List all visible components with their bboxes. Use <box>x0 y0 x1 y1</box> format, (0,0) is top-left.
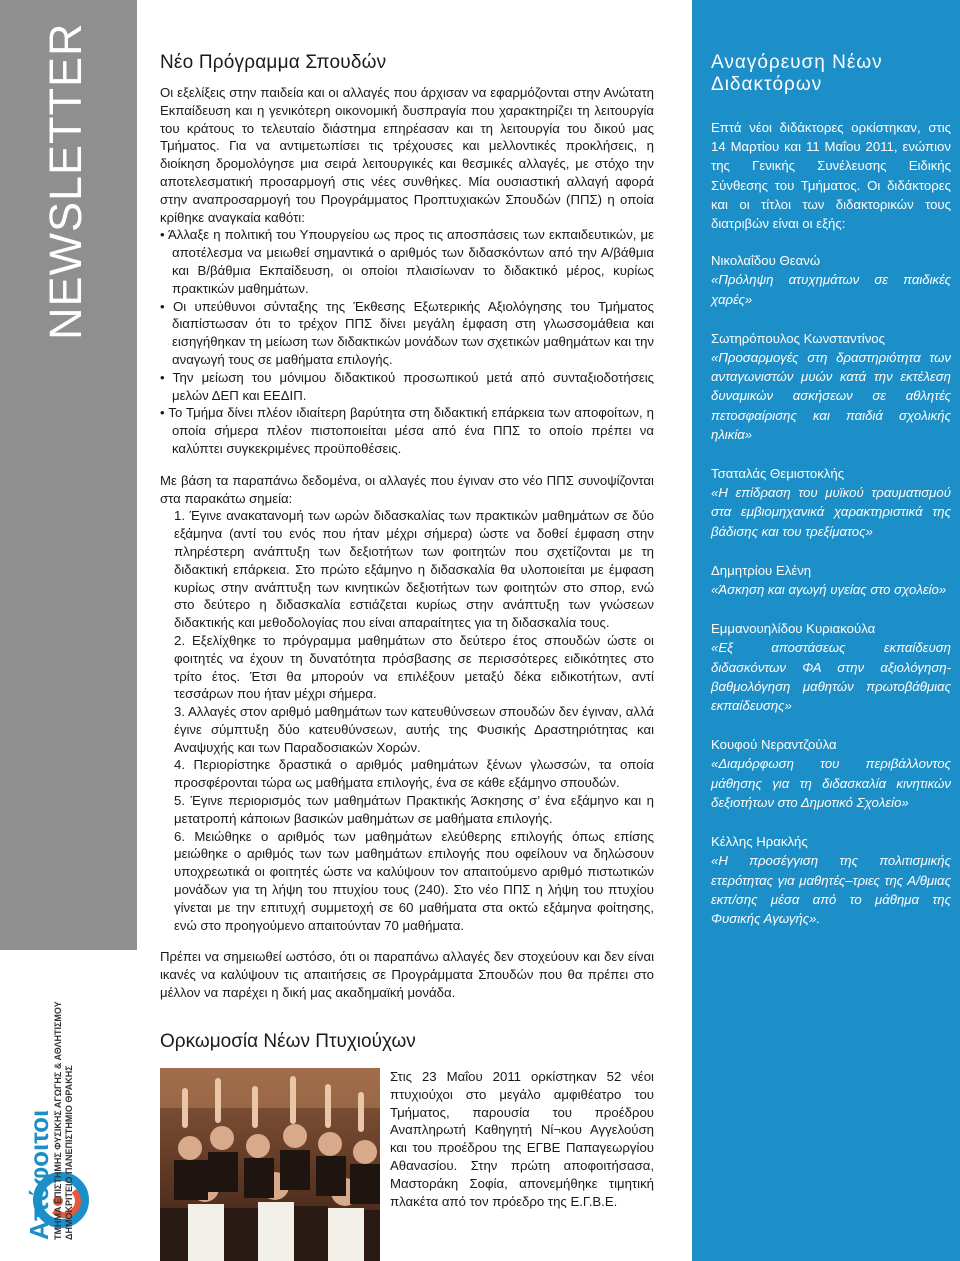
doctorates-sidebar <box>692 0 960 1261</box>
sidebar-content <box>711 52 951 948</box>
ceremony-photo-illustration <box>160 1068 380 1261</box>
logo <box>25 1001 75 1240</box>
bullet-item: • Οι υπεύθυνοι σύνταξης της Έκθεσης Εξωτερικής Αξιολόγησης του Τμήματος διαπίστωσαν ότι το τρέχον ΠΠΣ δίνει μεγάλη έμφαση στη γλωσσομάθεια και εισηγήθηκαν τη μείωση των διδακτικών μονάδων των σχετικών μαθημάτων και την αναγωγή τους σε μαθήματα επιλογής. <box>160 298 654 367</box>
change-item: 1. Έγινε ανακατανομή των ωρών διδασκαλίας των πρακτικών μαθημάτων σε δύο εξάμηνα (αντί του ενός που ήταν μέχρι σήμερα) ώστε να δοθεί έμφαση στην πληρέστερη ανάπτυξη των δεξιοτήτων των φοιτητών που σχετίζονται με τη διδακτική επάρκεια. Στο πρώτο εξάμηνο η διδασκαλία θα υλοποιείται με έμφαση κυρίως στην ανάπτυξη των κινητικών δεξιοτήτων των φοιτητών στο σπορ, ενώ στο δεύτερο η διδασκαλία εστιάζεται κυρίως στην ανάπτυξη των γνώσεων διδακτικής και μεθοδολογίας που είναι απαραίτητες για τη διδασκαλία τους. <box>174 508 654 631</box>
graduate-name: Κουφού Νεραντζούλα <box>711 737 837 753</box>
graduate-name: Τσαταλάς Θεμιστοκλής <box>711 466 845 482</box>
ceremony-text: Στις 23 Μαΐου 2011 ορκίστηκαν 52 νέοι πτυχιούχοι στο μεγάλο αμφιθέατρο του Τμήματος, παρουσία του προέδρου Αναπληρωτή Καθηγητή Νί¬κου Αγγελούση και του προέδρου της ΕΓΒΕ Παπαγεωργίου Αθανασίου. Στην πρώτη αποφοιτήσασα, Μαστοράκη Σοφία, απονεμήθηκε τιμητική πλακέτα από τον πρόεδρο της Ε.Γ.Β.Ε. <box>390 1069 654 1209</box>
graduate-thesis: «Η επίδραση του μυϊκού τραυματισμού στα εμβιομηχανικά χαρακτηριστικά της βάδισης και του τρεξίματος» <box>711 485 951 539</box>
graduate-thesis: «Διαμόρφωση του περιβάλλοντος μάθησης για τη διδασκαλία κινητικών δεξιοτήτων στο Δημοτικό Σχολείο» <box>711 756 951 810</box>
ceremony-title: Ορκωμοσία Νέων Πτυχιούχων <box>160 1031 416 1052</box>
graduate-thesis: «Εξ αποστάσεως εκπαίδευση διδασκόντων ΦΑ στην αξιολόγηση-βαθμολόγηση μαθητών πρωτοβάθμιας εκπαίδευσης» <box>711 640 951 714</box>
newsletter-label: NEWSLETTER <box>40 22 91 340</box>
bullet-item: • Άλλαξε η πολιτική του Υπουργείου ως προς τις αποσπάσεις των εκπαιδευτικών, με αποτέλεσμα να μειωθεί σημαντικά ο αριθμός των διδασκόντων από την Α/βάθμια και Β/βάθμια Εκπαίδευση, οι οποίοι πλαισίωναν το διδακτικό μέρος, κυρίως πρακτικών μαθημάτων. <box>160 227 654 296</box>
graduate-thesis: «Η προσέγγιση της πολιτισμικής ετερότητας για μαθητές–τριες της Α/θμιας εκπ/σης μέσα από το μάθημα της Φυσικής Αγωγής». <box>711 853 951 926</box>
ceremony-photo <box>160 1068 380 1261</box>
logo-department: ΤΜΗΜΑ ΕΠΙΣΤΗΜΗΣ ΦΥΣΙΚΗΣ ΑΓΩΓΗΣ & ΑΘΛΗΤΙΣΜΟΥ <box>53 1001 63 1240</box>
article-title: Νέο Πρόγραμμα Σπουδών <box>160 52 387 73</box>
change-item: 6. Μειώθηκε ο αριθμός των μαθημάτων ελεύθερης επιλογής όπως επίσης μειώθηκε ο αριθμός των των μαθημάτων επιλογής που οφείλουν να δηλώσουν υποχρεωτικά οι φοιτητές ώστε να καλύψουν τον απαιτούμενο αριθμό πιστωτικών μονάδων για τη λήψη του πτυχίου τους (240). Στο νέο ΠΠΣ η λήψη του πτυχίου γίνεται με την επιτυχή συμμετοχή σε 60 μαθήματα στα οκτώ εξάμηνα φοίτησης, ενώ στο προηγούμενο απαιτούνταν 70 μαθήματα. <box>174 828 654 933</box>
graduate-name: Εμμανουηλίδου Κυριακούλα <box>711 621 876 637</box>
change-item: 3. Αλλαγές στον αριθμό μαθημάτων των κατευθύνσεων σπουδών δεν έγιναν, αλλά έγινε σύμπτυξη δύο κατευθύνσεων, αυτής της Φυσικής Δραστηριότητας και Αναψυχής και των Παραδοσιακών Χορών. <box>174 704 654 755</box>
logo-title: Απόφοιτοι <box>24 1109 54 1240</box>
graduate-name: Νικολαΐδου Θεανώ <box>711 253 821 269</box>
article-intro: Οι εξελίξεις στην παιδεία και οι αλλαγές που άρχισαν να εφαρμόζονται στην Ανώτατη Εκπαίδευση και η γενικότερη οικονομική δυσπραγία που χαρακτηρίζει τη λειτουργία του κράτους το τελευταίο διάστημα επηρέασαν και τη λειτουργία του δικού μας Τμήματος. Για να αντιμετωπίσει τις τρέχουσες και μελλοντικές προκλήσεις, η διοίκηση δρομολόγησε μια σειρά λειτουργικές και θεσμικές αλλαγές, με στόχο την αποτελεσματική προσαρμογή στις νέες συνθήκες. Μία ουσιαστική αλλαγή αφορά στην αναπροσαρμογή του Προγράμματος Προπτυχιακών Σπουδών (ΠΠΣ) η οποία κρίθηκε αναγκαία καθότι: <box>160 85 654 225</box>
sidebar-intro: Επτά νέοι διδάκτορες ορκίστηκαν, στις 14 Μαρτίου και 11 Μαΐου 2011, ενώπιον της Γενικής Συνέλευσης Ειδικής Σύνθεσης του Τμήματος. Οι διδάκτορες και οι τίτλοι των διδακτορικών τους διατριβών είναι οι εξής: <box>711 120 951 232</box>
closing-paragraph: Πρέπει να σημειωθεί ωστόσο, ότι οι παραπάνω αλλαγές δεν στοχεύουν και δεν είναι ικανές να καλύψουν τις απαιτήσεις σε Προγράμματα Σπουδών που θα πρέπει στο μέλλον να παρέχει η δική μας ακαδημαϊκή μονάδα. <box>160 949 654 1001</box>
change-item: 2. Εξελίχθηκε το πρόγραμμα μαθημάτων στο δεύτερο έτος σπουδών ώστε οι φοιτητές να έχουν τη δυνατότητα πρόσβασης σε περισσότερες ειδικότητες στο τρίτο έτος. Έτσι θα μπορούν να επιλέξουν μεταξύ δέκα ειδικοτήτων, αντί τεσσάρων που ήταν μέχρι σήμερα. <box>174 632 654 702</box>
graduate-thesis: «Πρόληψη ατυχημάτων σε παιδικές χαρές» <box>711 272 951 307</box>
sidebar-title: Αναγόρευση Νέων Διδακτόρων <box>711 52 883 95</box>
change-item: 5. Έγινε περιορισμός των μαθημάτων Πρακτικής Άσκησης σ’ ένα εξάμηνο και η μετατροπή κάποιων βασικών μαθημάτων σε μαθήματα επιλογής. <box>174 793 654 826</box>
bullet-item: • Το Τμήμα δίνει πλέον ιδιαίτερη βαρύτητα στη διδακτική επάρκεια των αποφοίτων, η οποία σήμερα πλέον πιστοποιείται μέσα από ένα ΠΠΣ το οποίο πρέπει να καλύπτει συγκεκριμένες προϋποθέσεις. <box>160 405 654 456</box>
graduate-thesis: «Άσκηση και αγωγή υγείας στο σχολείο» <box>711 582 947 598</box>
graduate-thesis: «Προσαρμογές στη δραστηριότητα των ανταγωνιστών μυών κατά την εκτέλεση δυναμικών ασκήσεων σε αθλητές πετοσφαίρισης και παιδιά σχολικής ηλικία» <box>711 350 951 442</box>
change-item: 4. Περιορίστηκε δραστικά ο αριθμός μαθημάτων ξένων γλωσσών, τα οποία προσφέρονται τώρα ως μαθήματα επιλογής, ένα σε κάθε εξάμηνο σπουδών. <box>174 757 654 791</box>
logo-university: ΔΗΜΟΚΡΙΤΕΙΟ ΠΑΝΕΠΙΣΤΗΜΙΟ ΘΡΑΚΗΣ <box>64 1065 74 1240</box>
graduate-name: Σωτηρόπουλος Κωνσταντίνος <box>711 330 885 346</box>
bullet-item: • Την μείωση του μόνιμου διδακτικού προσωπικού μετά από συνταξιοδοτήσεις μελών ΔΕΠ και ΕΕΔΙΠ. <box>160 369 654 403</box>
changes-intro: Με βάση τα παραπάνω δεδομένα, οι αλλαγές που έγιναν στο νέο ΠΠΣ συνοψίζονται στα παρακάτω σημεία: <box>160 472 654 506</box>
graduate-name: Δημητρίου Ελένη <box>711 562 812 578</box>
main-article <box>160 52 654 1002</box>
graduate-name: Κέλλης Ηρακλής <box>711 834 808 850</box>
